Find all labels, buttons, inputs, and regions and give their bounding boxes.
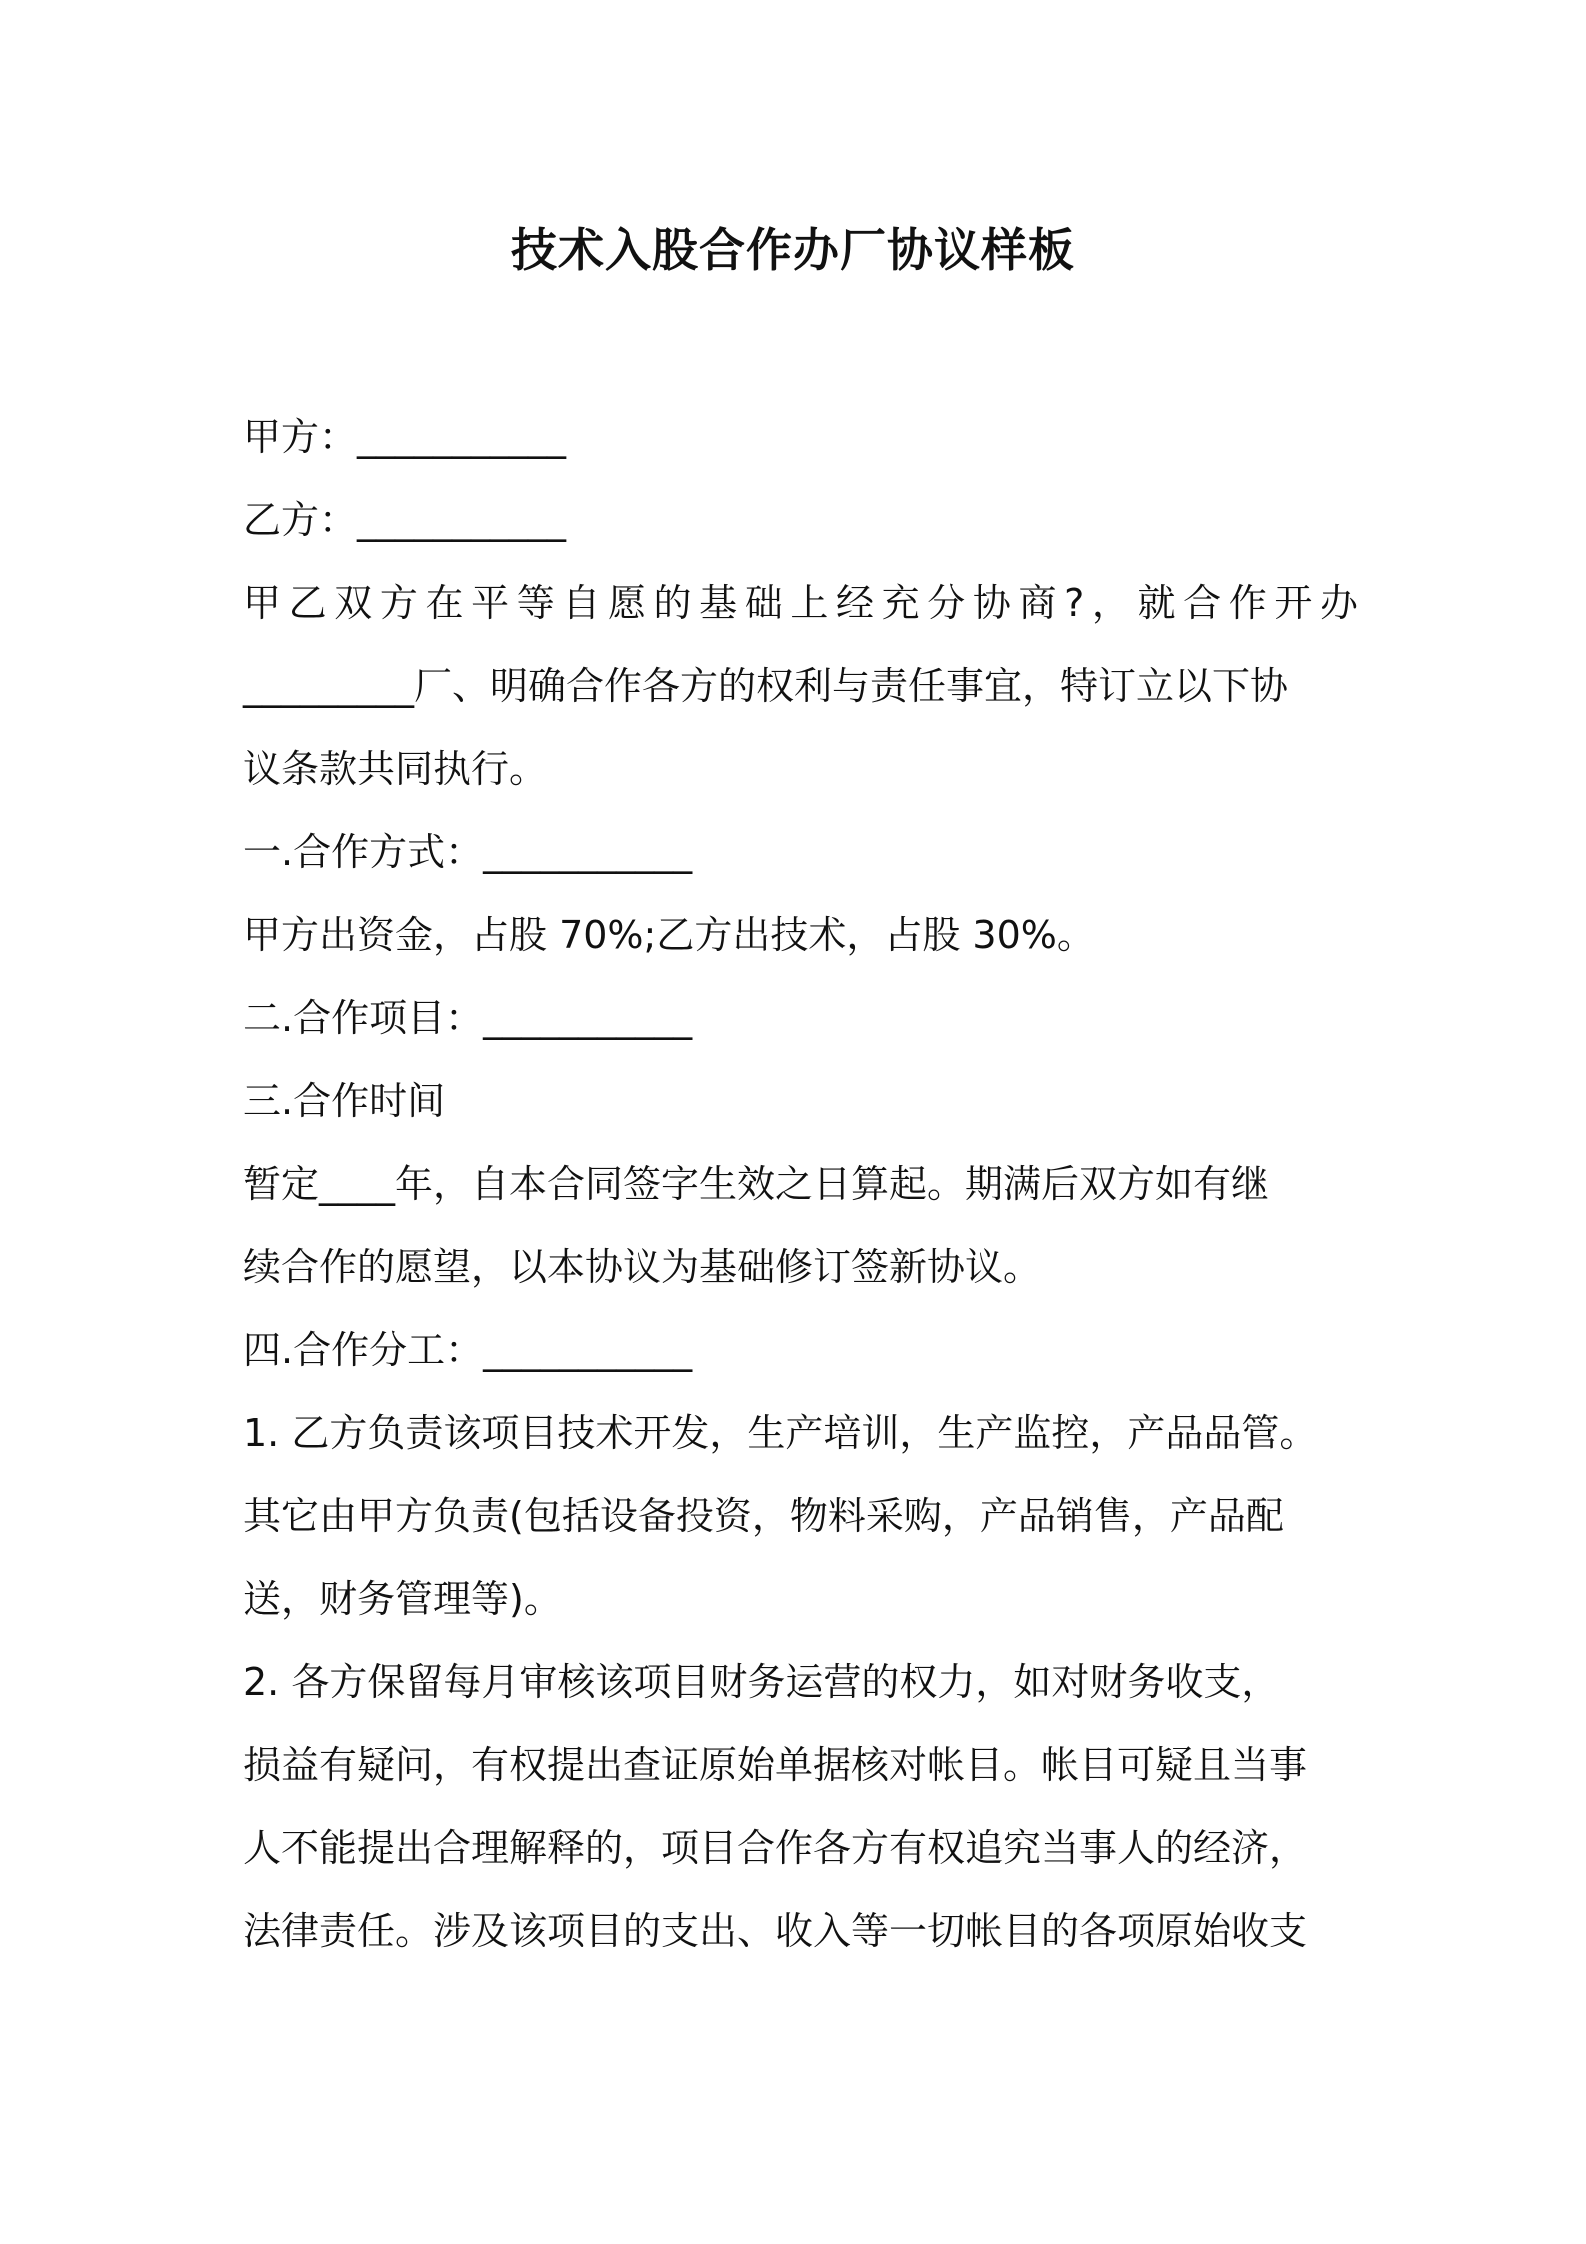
cooperation-time-line-1: 暂定____年，自本合同签字生效之日算起。期满后双方如有继 — [243, 1162, 1270, 1206]
division-item-2-line-1: 2. 各方保留每月审核该项目财务运营的权力，如对财务收支， — [243, 1660, 1280, 1704]
division-item-2-line-3: 人不能提出合理解释的，项目合作各方有权追究当事人的经济， — [243, 1826, 1308, 1870]
preamble-line-1: 甲乙双方在平等自愿的基础上经充分协商?，就合作开办 — [243, 581, 1358, 625]
section-heading-cooperation-mode: 一.合作方式：___________ — [243, 830, 693, 874]
division-item-1-line-3: 送，财务管理等)。 — [243, 1577, 562, 1621]
section-heading-division-of-work: 四.合作分工：___________ — [243, 1328, 693, 1372]
preamble-line-3: 议条款共同执行。 — [243, 747, 548, 791]
section-heading-cooperation-project: 二.合作项目：___________ — [243, 996, 693, 1040]
preamble-line-2: _________厂、明确合作各方的权利与责任事宜，特订立以下协 — [243, 664, 1289, 708]
party-b-line: 乙方：___________ — [243, 498, 567, 542]
party-a-line: 甲方：___________ — [243, 415, 567, 459]
cooperation-time-line-2: 续合作的愿望，以本协议为基础修订签新协议。 — [243, 1245, 1042, 1289]
cooperation-mode-text: 甲方出资金，占股 70%;乙方出技术，占股 30%。 — [243, 913, 1095, 957]
division-item-2-line-4: 法律责任。涉及该项目的支出、收入等一切帐目的各项原始收支 — [243, 1909, 1308, 1953]
document-body — [243, 396, 1358, 1973]
division-item-2-line-2: 损益有疑问，有权提出查证原始单据核对帐目。帐目可疑且当事 — [243, 1743, 1308, 1787]
division-item-1-line-1: 1. 乙方负责该项目技术开发，生产培训，生产监控，产品品管。 — [243, 1411, 1318, 1455]
division-item-1-line-2: 其它由甲方负责(包括设备投资，物料采购，产品销售，产品配 — [243, 1494, 1284, 1538]
document-title: 技术入股合作办厂协议样板 — [511, 223, 1075, 277]
section-heading-cooperation-time: 三.合作时间 — [243, 1079, 446, 1123]
